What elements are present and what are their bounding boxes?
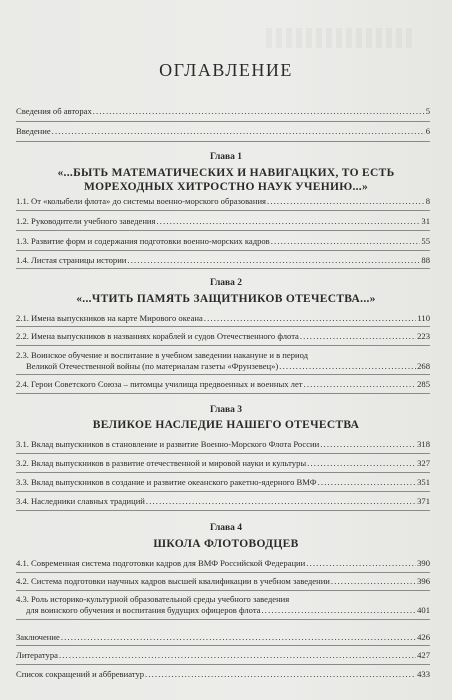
divider bbox=[16, 121, 430, 122]
divider bbox=[16, 141, 430, 142]
chapter-2-label: Глава 2 bbox=[209, 278, 243, 288]
chapter-4-title: ШКОЛА ФЛОТОВОДЦЕВ bbox=[153, 538, 299, 550]
chapter-1-title: «...БЫТЬ МАТЕМАТИЧЕСКИХ И НАВИГАЦКИХ, ТО ЕСТЬ МОРЕХОДНЫХ ХИТРОСТНО НАУК УЧЕНИЮ...» bbox=[57, 167, 395, 193]
toc-entry-literature: Литература . . . 427 bbox=[16, 650, 430, 661]
divider bbox=[16, 374, 430, 375]
divider bbox=[16, 664, 430, 665]
toc-entry: 3.1. Вклад выпускников в становление и развитие Военно-Морского Флота России . . . 318 bbox=[16, 439, 430, 450]
toc-entry: 4.3. Роль историко-культурной образовательной среды учебного заведения для воинского обучения и воспитания будущих офицеров флота . . . 401 bbox=[16, 594, 430, 616]
divider bbox=[16, 230, 430, 231]
toc-entry: 1.1. От «колыбели флота» до системы военно-морского образования . . . 8 bbox=[16, 196, 430, 207]
toc-entry: 2.3. Воинское обучение и воспитание в учебном заведении накануне и в период Великой Отечественной войны (по материалам газеты «Фрунзевец») . . . 268 bbox=[16, 350, 430, 372]
divider bbox=[16, 619, 430, 620]
toc-entry: 4.2. Система подготовки научных кадров высшей квалификации в учебном заведении . . . 396 bbox=[16, 576, 430, 587]
divider bbox=[16, 472, 430, 473]
toc-entry: 2.1. Имена выпускников на карте Мирового океана . . . 110 bbox=[16, 313, 430, 324]
toc-entry-conclusion: Заключение . . . 426 bbox=[16, 632, 430, 643]
divider bbox=[16, 590, 430, 591]
toc-entry-abbreviations: Список сокращений и аббревиатур . . . 433 bbox=[16, 669, 430, 680]
divider bbox=[16, 250, 430, 251]
toc-entry: 1.4. Листая страницы истории . . . 88 bbox=[16, 255, 430, 266]
divider bbox=[16, 491, 430, 492]
divider bbox=[16, 393, 430, 394]
toc-entry-introduction: Введение . . . 6 bbox=[16, 126, 430, 137]
toc-entry: 3.2. Вклад выпускников в развитие отечественной и мировой науки и культуры . . . 327 bbox=[16, 458, 430, 469]
divider bbox=[16, 326, 430, 327]
toc-entry-authors: Сведения об авторах . . . 5 bbox=[16, 106, 430, 117]
toc-entry: 4.1. Современная система подготовки кадров для ВМФ Российской Федерации . . . 390 bbox=[16, 558, 430, 569]
toc-entry: 2.2. Имена выпускников в названиях кораблей и судов Отечественного флота . . . 223 bbox=[16, 331, 430, 342]
toc-title: ОГЛАВЛЕНИЕ bbox=[159, 60, 293, 80]
divider bbox=[16, 510, 430, 511]
toc-entry: 3.4. Наследники славных традиций . . . 371 bbox=[16, 496, 430, 507]
chapter-3-title: ВЕЛИКОЕ НАСЛЕДИЕ НАШЕГО ОТЕЧЕСТВА bbox=[92, 419, 360, 431]
toc-entry: 1.2. Руководители учебного заведения . . . 31 bbox=[16, 216, 430, 227]
divider bbox=[16, 210, 430, 211]
toc-entry: 3.3. Вклад выпускников в создание и развитие океанского ракетно-ядерного ВМФ . . . 351 bbox=[16, 477, 430, 488]
divider bbox=[16, 345, 430, 346]
toc-entry: 2.4. Герои Советского Союза – питомцы училища предвоенных и военных лет . . . 285 bbox=[16, 379, 430, 390]
toc-entry: 1.3. Развитие форм и содержания подготовки военно-морских кадров . . . 55 bbox=[16, 236, 430, 247]
chapter-3-label: Глава 3 bbox=[209, 405, 243, 415]
divider bbox=[16, 645, 430, 646]
divider bbox=[16, 572, 430, 573]
divider bbox=[16, 268, 430, 269]
chapter-1-label: Глава 1 bbox=[209, 152, 243, 162]
chapter-2-title: «...ЧТИТЬ ПАМЯТЬ ЗАЩИТНИКОВ ОТЕЧЕСТВА...» bbox=[76, 293, 376, 305]
chapter-4-label: Глава 4 bbox=[209, 523, 243, 533]
divider bbox=[16, 453, 430, 454]
bleed-through-text bbox=[266, 28, 416, 48]
